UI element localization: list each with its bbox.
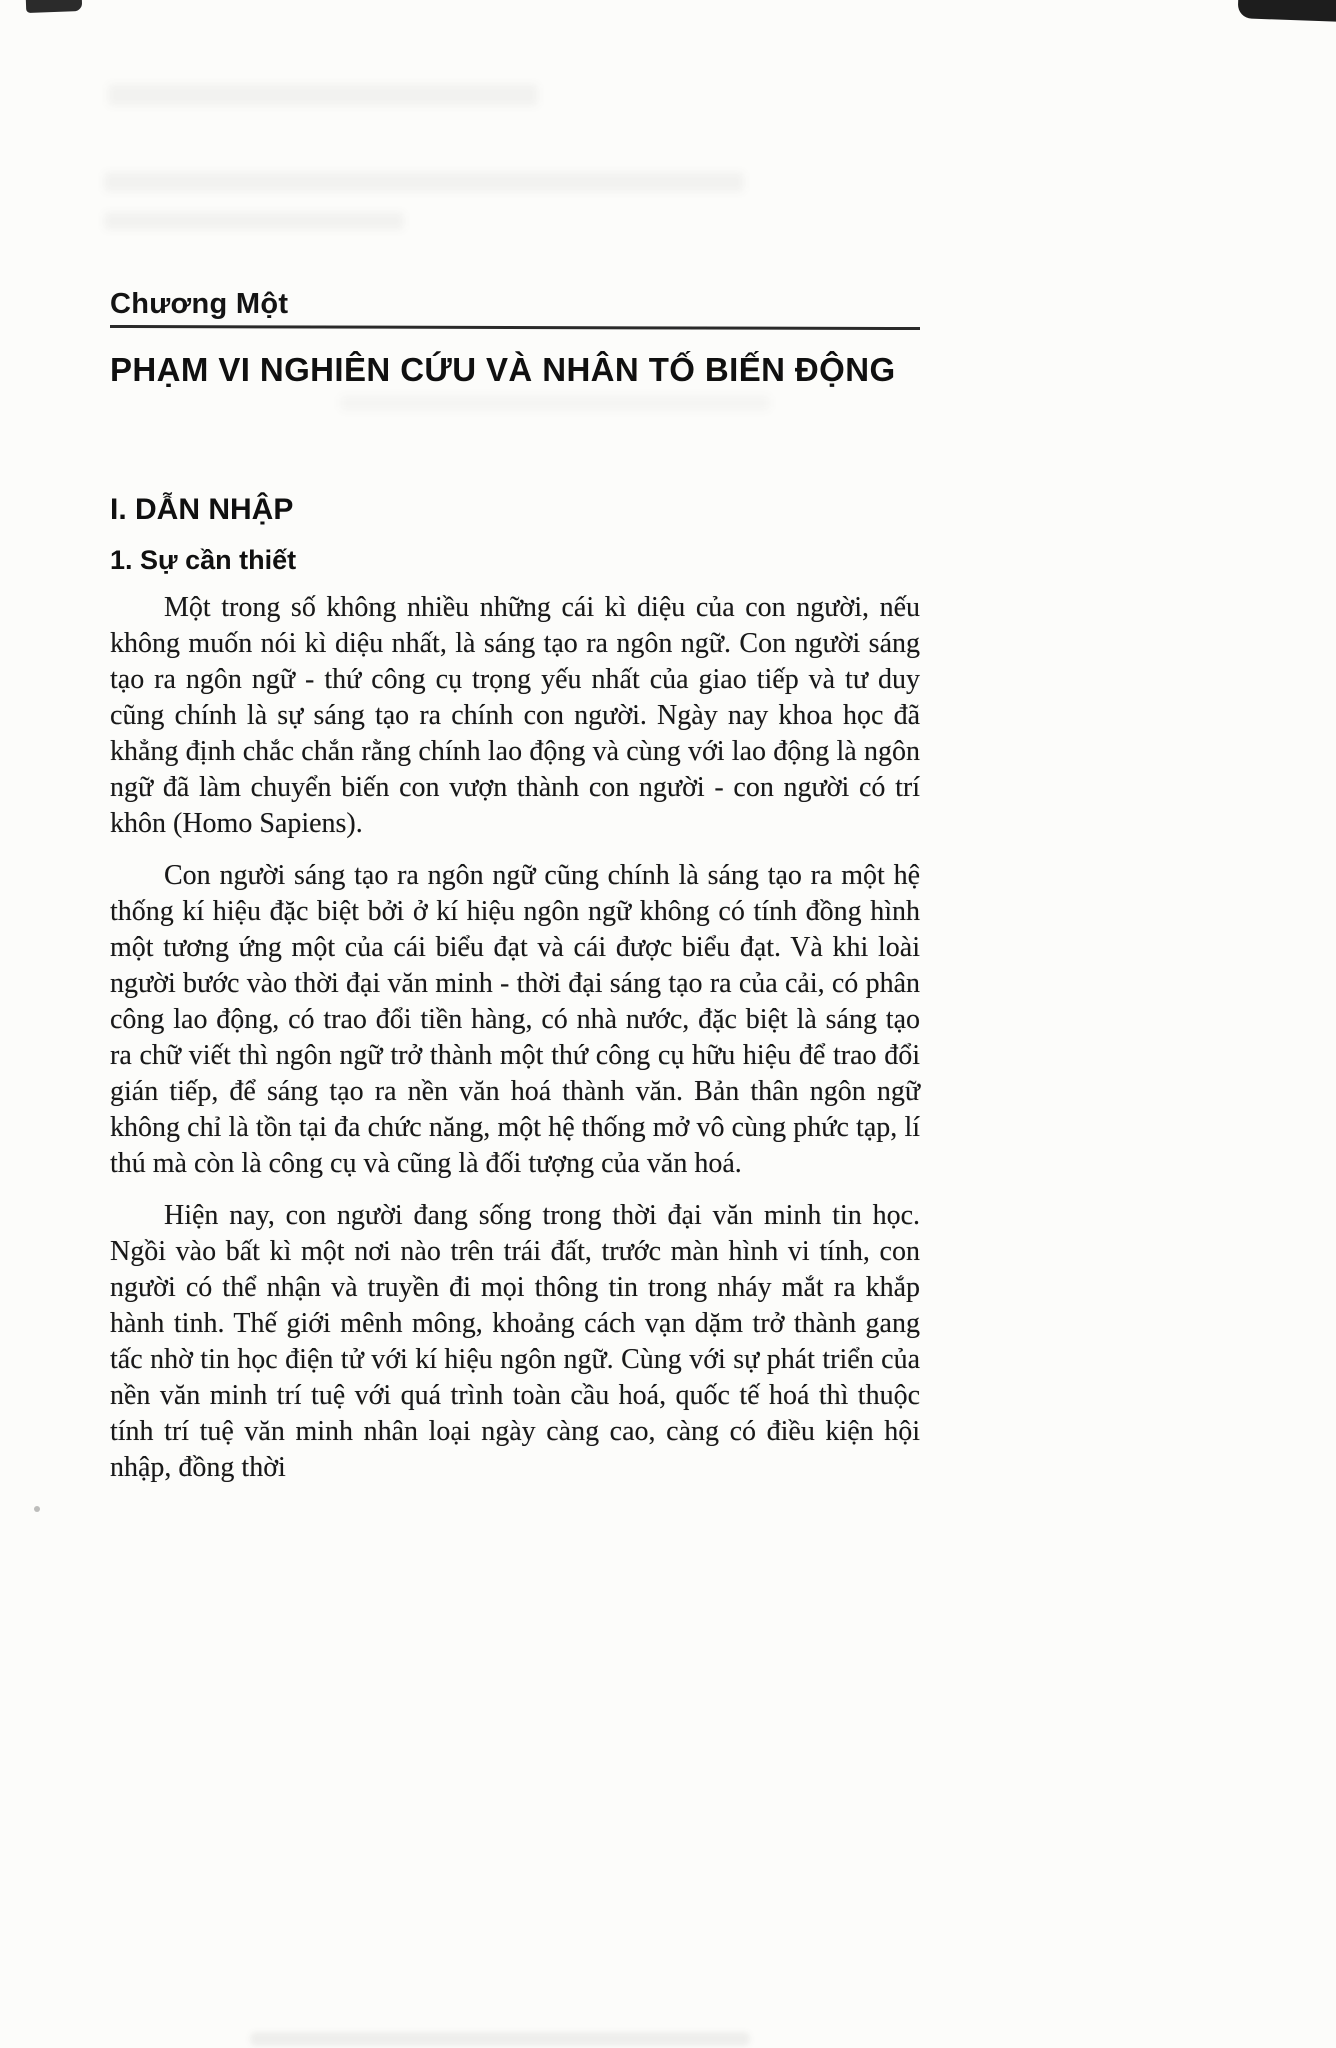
chapter-label: Chương Một — [110, 288, 289, 320]
paragraph-3: Hiện nay, con người đang sống trong thời đại văn minh tin học. Ngồi vào bất kì một nơi nào trên trái đất, trước màn hình vi tính, con người có thể nhận và truyền đi mọi thông tin trong nháy mắt ra khắp hành tinh. Thế giới mênh mông, khoảng cách vạn dặm trở thành gang tấc nhờ tin học điện tử với kí hiệu ngôn ngữ. Cùng với sự phát triển của nền văn minh trí tuệ với quá trình toàn cầu hoá, quốc tế hoá thì thuộc tính trí tuệ văn minh nhân loại ngày càng cao, càng có điều kiện hội nhập, đồng thời — [110, 1200, 920, 1483]
scan-artifact-margin-dot — [34, 1506, 40, 1512]
paragraph-2: Con người sáng tạo ra ngôn ngữ cũng chính là sáng tạo ra một hệ thống kí hiệu đặc biệt bởi ở kí hiệu ngôn ngữ không có tính đồng hình một tương ứng một của cái biểu đạt và cái được biểu đạt. Và khi loài người bước vào thời đại văn minh - thời đại sáng tạo ra của cải, có phân công lao động, có trao đổi tiền hàng, có nhà nước, đặc biệt là sáng tạo ra chữ viết thì ngôn ngữ trở thành một thứ công cụ hữu hiệu để trao đổi gián tiếp, để sáng tạo ra nền văn hoá thành văn. Bản thân ngôn ngữ không chỉ là tồn tại đa chức năng, một hệ thống mở vô cùng phức tạp, lí thú mà còn là công cụ và cũng là đối tượng của văn hoá. — [110, 860, 920, 1179]
body-text — [110, 590, 920, 1486]
scan-artifact-bottom-smudge — [250, 2032, 750, 2046]
paragraph-1: Một trong số không nhiều những cái kì diệu của con người, nếu không muốn nói kì diệu nhất, là sáng tạo ra ngôn ngữ. Con người sáng tạo ra ngôn ngữ - thứ công cụ trọng yếu nhất của giao tiếp và tư duy cũng chính là sự sáng tạo ra chính con người. Ngày nay khoa học đã khẳng định chắc chắn rằng chính lao động và cùng với lao động là ngôn ngữ đã làm chuyển biến con vượn thành con người - con người có trí khôn (Homo Sapiens). — [110, 592, 920, 839]
scan-artifact-showthrough-text — [104, 212, 404, 230]
scan-artifact-showthrough-text — [104, 172, 744, 192]
subsection-heading: 1. Sự cần thiết — [110, 545, 297, 575]
text-column — [110, 288, 920, 1502]
section-heading: I. DẪN NHẬP — [110, 493, 294, 526]
scan-artifact-top-left-corner — [26, 0, 83, 13]
divider-line — [110, 325, 920, 330]
scan-artifact-showthrough-text — [108, 84, 538, 106]
scan-artifact-top-right-corner — [1238, 0, 1336, 22]
chapter-title: PHẠM VI NGHIÊN CỨU VÀ NHÂN TỐ BIẾN ĐỘNG — [110, 351, 896, 388]
